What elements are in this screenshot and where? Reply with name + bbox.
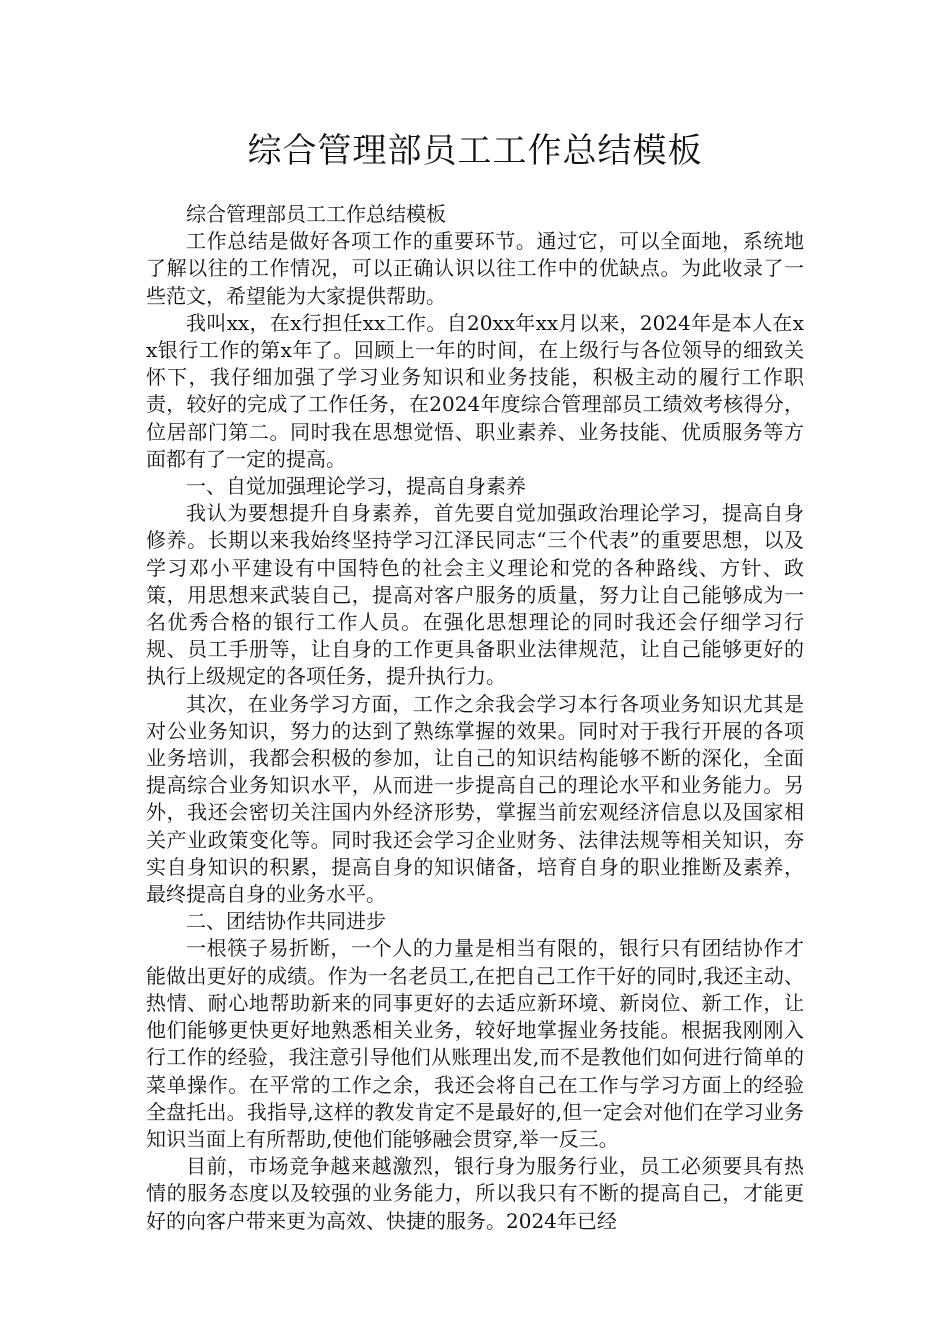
section-heading-1: 一、自觉加强理论学习，提高自身素养 [186, 474, 526, 499]
paragraph-theory-study: 我认为要想提升自身素养，首先要自觉加强政治理论学习，提高自身修养。长期以来我始终坚持学习江泽民同志“三个代表”的重要思想，以及学习邓小平建设有中国特色的社会主义理论和党的各种路线、方针、政策，用思想来武装自己，提高对客户服务的质量，努力让自己能够成为一名优秀合格的银行工作人员。在强化思想理论的同时我还会仔细学习行规、员工手册等，让自身的工作更具备职业法律规范，让自己能够更好的执行上级规定的各项任务，提升执行力。 [146, 501, 804, 689]
paragraph-business-study: 其次，在业务学习方面，工作之余我会学习本行各项业务知识尤其是对公业务知识，努力的达到了熟练掌握的效果。同时对于我行开展的各项业务培训，我都会积极的参加，让自己的知识结构能够不断的深化，全面提高综合业务知识水平，从而进一步提高自己的理论水平和业务能力。另外，我还会密切关注国内外经济形势，掌握当前宏观经济信息以及国家相关产业政策变化等。同时我还会学习企业财务、法律法规等相关知识，夯实自身知识的积累，提高自身的知识储备，培育自身的职业推断及素养，最终提高自身的业务水平。 [146, 691, 804, 907]
paragraph-subtitle: 综合管理部员工工作总结模板 [186, 202, 446, 226]
document-body [146, 201, 804, 1235]
document-title: 综合管理部员工工作总结模板 [247, 131, 703, 171]
paragraph-self-introduction: 我叫xx，在x行担任xx工作。自20xx年xx月以来，2024年是本人在xx银行工作的第x年了。回顾上一年的时间，在上级行与各位领导的细致关怀下，我仔细加强了学习业务知识和业务技能，积极主动的履行工作职责，较好的完成了工作任务，在2024年度综合管理部员工绩效考核得分，位居部门第二。同时我在思想觉悟、职业素养、业务技能、优质服务等方面都有了一定的提高。 [146, 310, 804, 471]
paragraph-service: 目前，市场竞争越来越激烈，银行身为服务行业，员工必须要具有热情的服务态度以及较强的业务能力，所以我只有不断的提高自己，才能更好的向客户带来更为高效、快捷的服务。2024年已经 [146, 1154, 804, 1233]
paragraph-teamwork: 一根筷子易折断，一个人的力量是相当有限的，银行只有团结协作才能做出更好的成绩。作为一名老员工,在把自己工作干好的同时,我还主动、热情、耐心地帮助新来的同事更好的去适应新环境、新岗位、新工作，让他们能够更快更好地熟悉相关业务，较好地掌握业务技能。根据我刚刚入行工作的经验，我注意引导他们从账理出发,而不是教他们如何进行简单的菜单操作。在平常的工作之余，我还会将自己在工作与学习方面上的经验全盘托出。我指导,这样的教发肯定不是最好的,但一定会对他们在学习业务知识当面上有所帮助,使他们能够融会贯穿,举一反三。 [146, 936, 804, 1151]
paragraph-intro: 工作总结是做好各项工作的重要环节。通过它，可以全面地，系统地了解以往的工作情况，可以正确认识以往工作中的优缺点。为此收录了一些范文，希望能为大家提供帮助。 [146, 229, 804, 308]
section-heading-2: 二、团结协作共同进步 [186, 909, 386, 934]
